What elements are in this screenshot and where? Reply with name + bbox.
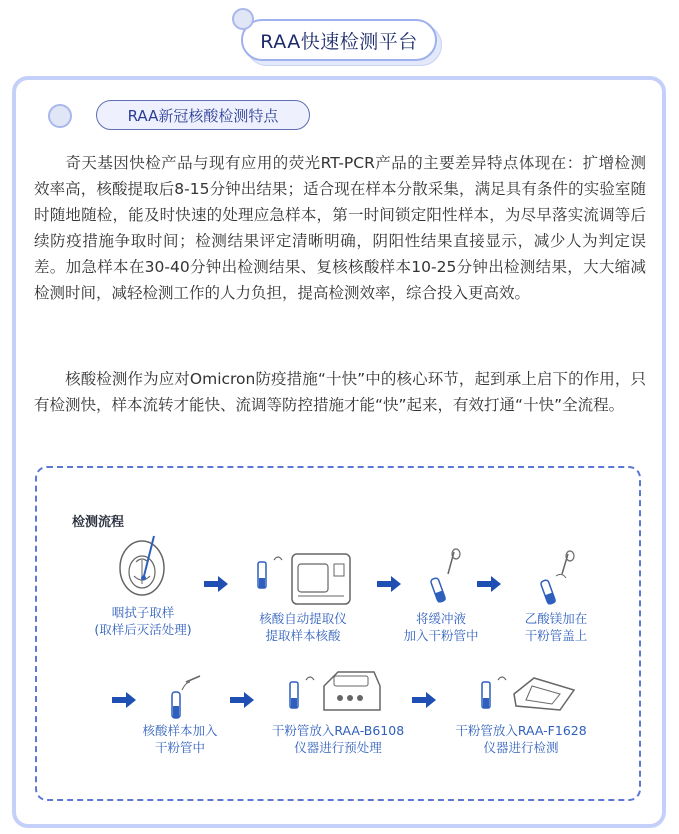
header-dot-decoration <box>232 8 254 30</box>
step-4-line1: 乙酸镁加在 <box>524 611 588 626</box>
throat-swab-icon <box>114 532 172 598</box>
step-6-line1: 干粉管放入RAA-B6108 <box>271 723 405 738</box>
step-6-line2: 仪器进行预处理 <box>294 740 382 755</box>
paragraph-features-text: 奇天基因快检产品与现有应用的荧光RT-PCR产品的主要差异特点体现在：扩增检测效率高，核酸提取后8-15分钟出结果；适合现在样本分散采集，满足具有条件的实验室随时随地随检，能及时快速的处理应急样本，第一时间锁定阳性样本，为尽早落实流调等后续防疫措施争取时间；检测结果评定清晰明确，阴阳性结果直接显示，减少人为判定误差。加急样本在30-40分钟出检测结果、复核核酸样本10-25分钟出检测结果，大大缩减检测时间，减轻检测工作的人力负担，提高检测效率，综合投入更高效。 <box>34 154 646 302</box>
step-6-label <box>258 722 418 756</box>
step-3-line1: 将缓冲液 <box>415 611 466 626</box>
step-1-line2: (取样后灭活处理) <box>94 622 192 637</box>
flow-arrow-icon <box>477 576 501 592</box>
pipette-tube-icon <box>536 550 580 608</box>
step-2-label <box>244 610 362 644</box>
preprocessor-icon <box>284 666 384 722</box>
step-2-line1: 核酸自动提取仪 <box>259 611 347 626</box>
section-dot-decoration <box>48 104 72 128</box>
detector-icon <box>476 670 580 722</box>
paragraph-omicron <box>34 366 646 418</box>
step-2-line2: 提取样本核酸 <box>265 628 341 643</box>
flow-arrow-icon <box>230 692 254 708</box>
pipette-tube-icon <box>164 672 206 722</box>
pipette-tube-icon <box>424 548 466 608</box>
header-badge <box>232 8 444 66</box>
section-title-badge <box>96 100 310 130</box>
step-4-label <box>504 610 608 644</box>
step-1-label <box>70 604 216 638</box>
paragraph-omicron-text: 核酸检测作为应对Omicron防疫措施“十快”中的核心环节，起到承上启下的作用，只有检测快，样本流转才能快、流调等防控措施才能“快”起来，有效打通“十快”全流程。 <box>34 370 646 414</box>
header-badge-pill <box>241 19 437 61</box>
step-3-label <box>386 610 496 644</box>
step-7-label <box>440 722 602 756</box>
step-1-line1: 咽拭子取样 <box>111 605 175 620</box>
page-title: RAA快速检测平台 <box>260 30 418 53</box>
paragraph-features <box>34 150 646 306</box>
step-5-line1: 核酸样本加入 <box>142 723 218 738</box>
step-5-label <box>126 722 234 756</box>
flow-arrow-icon <box>412 692 436 708</box>
flow-arrow-icon <box>204 576 228 592</box>
step-5-line2: 干粉管中 <box>154 740 205 755</box>
section-title: RAA新冠核酸检测特点 <box>127 106 279 125</box>
flow-arrow-icon <box>112 692 136 708</box>
flow-arrow-icon <box>377 576 401 592</box>
extractor-icon <box>252 548 356 606</box>
step-3-line2: 加入干粉管中 <box>403 628 479 643</box>
step-4-line2: 干粉管盖上 <box>524 628 588 643</box>
step-7-line1: 干粉管放入RAA-F1628 <box>455 723 587 738</box>
step-7-line2: 仪器进行检测 <box>483 740 559 755</box>
diagram-title: 检测流程 <box>72 515 125 530</box>
